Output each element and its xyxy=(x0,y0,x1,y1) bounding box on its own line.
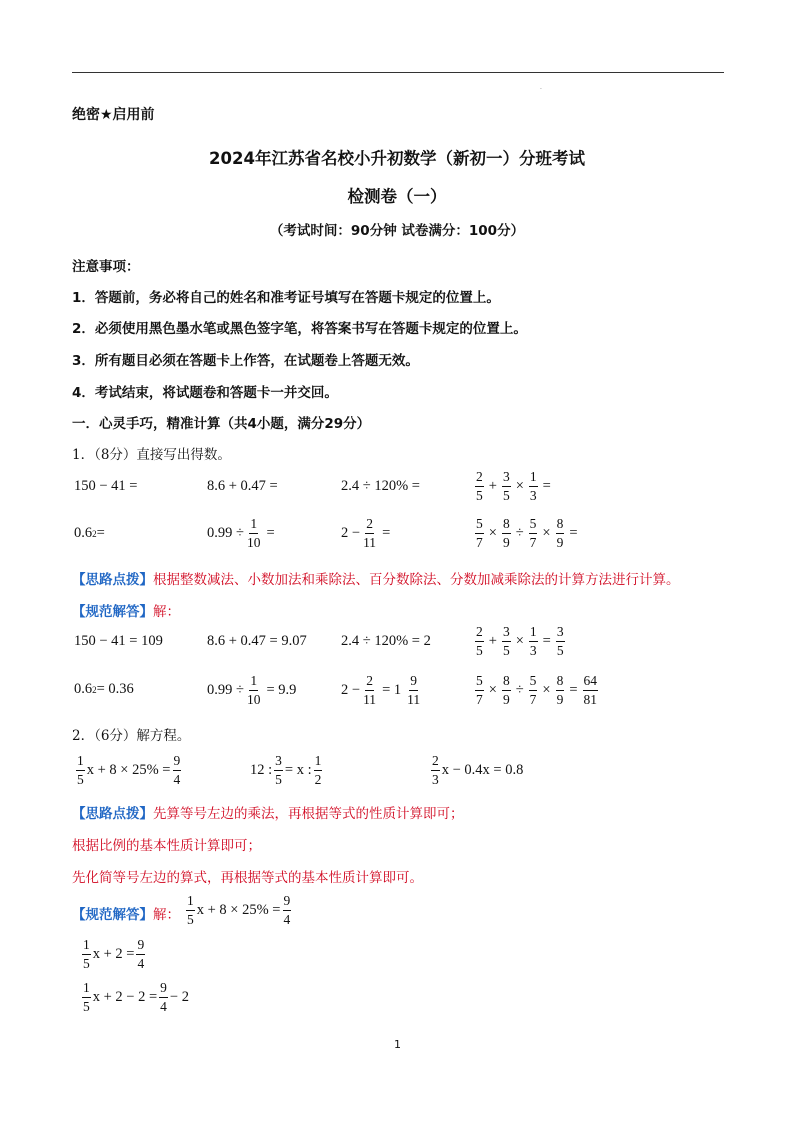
section-heading: 一．心灵手巧，精准计算（共4小题，满分29分） xyxy=(72,416,371,432)
notice-heading: 注意事项： xyxy=(72,259,140,275)
q2-equation-2: 12 : $\frac{3}{5}$ = x : $\frac{1}{2}$ xyxy=(250,753,322,787)
fraction: $\frac{5}{7}$ xyxy=(529,673,537,707)
fraction: $\frac{5}{7}$ xyxy=(529,516,537,550)
q2-hint-line: 根据比例的基本性质计算即可； xyxy=(72,838,261,854)
q1-expr-e: 0.6 2 = xyxy=(74,525,105,541)
fraction: $\frac{2}{11}$ xyxy=(363,673,377,707)
fraction: $\frac{5}{7}$ xyxy=(476,673,483,707)
confidential-mark: 绝密★启用前 xyxy=(72,107,155,123)
fraction: $\frac{1}{3}$ xyxy=(529,624,537,658)
fraction: $\frac{8}{9}$ xyxy=(556,516,564,550)
q2-solution-label: 【规范解答】解： xyxy=(72,907,180,923)
q1-expr-d: $\frac{2}{5}$ + $\frac{3}{5}$ × $\frac{1}{3}$ = xyxy=(476,469,551,503)
fraction: $\frac{3}{5}$ xyxy=(556,624,564,658)
q2-solution-step-3: $\frac{1}{5}$ x + 2 − 2 = $\frac{9}{4}$ − 2 xyxy=(83,980,189,1014)
q1-solution-label: 【规范解答】解： xyxy=(72,604,180,620)
notice-item: 4．考试结束，将试题卷和答题卡一并交回。 xyxy=(72,385,338,401)
q1-answer-g: 2 − $\frac{2}{11}$ = 1 $\frac{9}{11}$ xyxy=(341,673,421,707)
question-2-prompt: 2．（6分）解方程。 xyxy=(72,728,191,744)
fraction: $\frac{2}{5}$ xyxy=(476,469,483,503)
q2-hint: 【思路点拨】先算等号左边的乘法，再根据等式的性质计算即可； xyxy=(72,806,464,822)
q2-solution-step-2: $\frac{1}{5}$ x + 2 = $\frac{9}{4}$ xyxy=(83,937,145,971)
fraction: $\frac{8}{9}$ xyxy=(502,673,510,707)
fraction: $\frac{1}{5}$ xyxy=(83,980,90,1014)
notice-item: 2．必须使用黑色墨水笔或黑色签字笔，将答案书写在答题卡规定的位置上。 xyxy=(72,321,527,337)
q1-answer-c: 2.4 ÷ 120% = 2 xyxy=(341,633,431,649)
q1-expr-b: 8.6 + 0.47 = xyxy=(207,478,278,494)
q1-expr-f: 0.99 ÷ $\frac{1}{10}$ = xyxy=(207,516,275,550)
fraction: $\frac{9}{4}$ xyxy=(283,893,291,927)
q2-solution-step-1: $\frac{1}{5}$ x + 8 × 25% = $\frac{9}{4}$ xyxy=(187,893,291,927)
fraction: $\frac{9}{11}$ xyxy=(407,673,421,707)
fraction: $\frac{1}{5}$ xyxy=(83,937,90,971)
page-title: 2024年江苏省名校小升初数学（新初一）分班考试 xyxy=(209,149,585,168)
fraction: $\frac{2}{11}$ xyxy=(363,516,377,550)
fraction: $\frac{1}{3}$ xyxy=(529,469,537,503)
fraction: $\frac{3}{5}$ xyxy=(502,469,510,503)
notice-item: 1．答题前，务必将自己的姓名和准考证号填写在答题卡规定的位置上。 xyxy=(72,290,500,306)
q1-answer-b: 8.6 + 0.47 = 9.07 xyxy=(207,633,307,649)
exam-info: （考试时间：90分钟 试卷满分：100分） xyxy=(269,223,525,239)
header-rule xyxy=(72,72,724,73)
fraction: $\frac{2}{5}$ xyxy=(476,624,483,658)
q1-hint: 【思路点拨】根据整数减法、小数加法和乘除法、百分数除法、分数加减乘除法的计算方法进行计算。 xyxy=(72,572,680,588)
q2-equation-3: $\frac{2}{3}$ x − 0.4x = 0.8 xyxy=(432,753,524,787)
q2-equation-1: $\frac{1}{5}$ x + 8 × 25% = $\frac{9}{4}$ xyxy=(77,753,181,787)
notice-item: 3．所有题目必须在答题卡上作答，在试题卷上答题无效。 xyxy=(72,353,419,369)
q1-expr-h: $\frac{5}{7}$ × $\frac{8}{9}$ ÷ $\frac{5}{7}$ × $\frac{8}{9}$ = xyxy=(476,516,578,550)
fraction: $\frac{9}{4}$ xyxy=(160,980,167,1014)
q1-expr-a: 150 − 41 = xyxy=(74,478,138,494)
q1-answer-e: 0.6 2 = 0.36 xyxy=(74,681,134,697)
header-dot: . xyxy=(540,84,542,91)
question-1-prompt: 1．（8分）直接写出得数。 xyxy=(72,447,231,463)
fraction: $\frac{1}{2}$ xyxy=(314,753,322,787)
fraction: $\frac{1}{5}$ xyxy=(187,893,194,927)
q1-expr-c: 2.4 ÷ 120% = xyxy=(341,478,420,494)
fraction: $\frac{3}{5}$ xyxy=(502,624,510,658)
q1-answer-a: 150 − 41 = 109 xyxy=(74,633,163,649)
q1-answer-f: 0.99 ÷ $\frac{1}{10}$ = 9.9 xyxy=(207,673,297,707)
q1-answer-h: $\frac{5}{7}$ × $\frac{8}{9}$ ÷ $\frac{5}{7}$ × $\frac{8}{9}$ = $\frac{64}{81}$ xyxy=(476,673,598,707)
fraction: $\frac{9}{4}$ xyxy=(137,937,145,971)
q1-answer-d: $\frac{2}{5}$ + $\frac{3}{5}$ × $\frac{1}{3}$ = $\frac{3}{5}$ xyxy=(476,624,564,658)
q1-expr-g: 2 − $\frac{2}{11}$ = xyxy=(341,516,391,550)
fraction: $\frac{3}{5}$ xyxy=(275,753,282,787)
fraction: $\frac{1}{10}$ xyxy=(246,673,261,707)
fraction: $\frac{2}{3}$ xyxy=(432,753,439,787)
fraction: $\frac{9}{4}$ xyxy=(173,753,181,787)
fraction: $\frac{8}{9}$ xyxy=(556,673,564,707)
page-subtitle: 检测卷（一） xyxy=(347,187,447,206)
fraction: $\frac{1}{5}$ xyxy=(77,753,84,787)
fraction: $\frac{8}{9}$ xyxy=(502,516,510,550)
fraction: $\frac{64}{81}$ xyxy=(583,673,598,707)
q2-hint-line: 先化简等号左边的算式，再根据等式的基本性质计算即可。 xyxy=(72,870,423,886)
fraction: $\frac{5}{7}$ xyxy=(476,516,483,550)
fraction: $\frac{1}{10}$ xyxy=(246,516,261,550)
page-number: 1 xyxy=(394,1038,401,1051)
